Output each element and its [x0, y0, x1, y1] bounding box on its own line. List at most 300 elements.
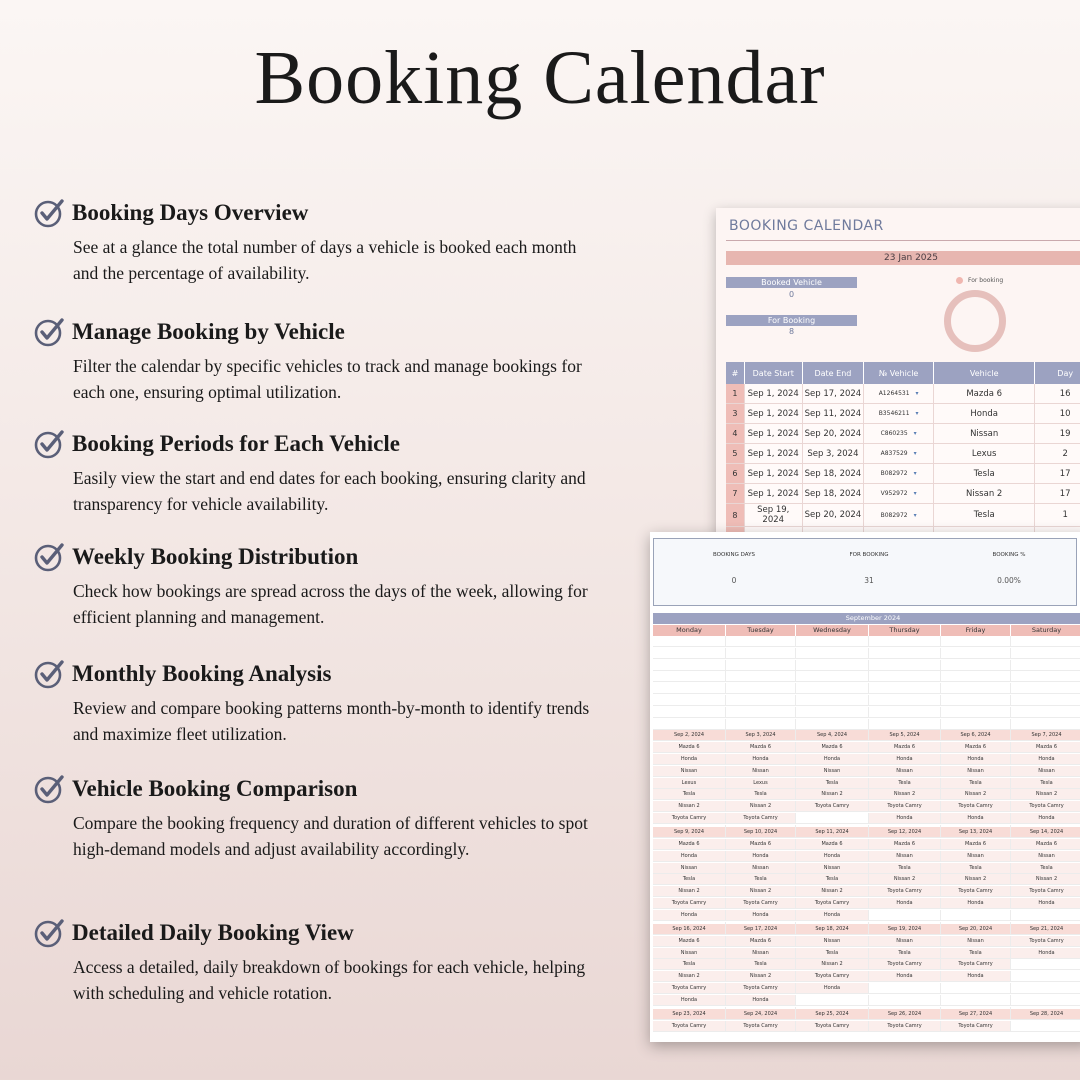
empty-cell: [1011, 1021, 1080, 1032]
feature-description: See at a glance the total number of days a vehicle is booked each month and the percentage of availability.: [73, 237, 577, 283]
booking-entry: Nissan: [653, 948, 726, 959]
booking-entry: Nissan: [941, 936, 1011, 947]
vehicle-number-select[interactable]: [864, 484, 934, 504]
calendar-date: Sep 10, 2024: [726, 827, 796, 838]
booking-entry: Mazda 6: [653, 936, 726, 947]
vehicle-number: B3546211: [878, 410, 910, 417]
empty-cell: [726, 695, 796, 706]
empty-cell: [941, 983, 1011, 994]
empty-cell: [1011, 971, 1080, 982]
booking-entry: Toyota Camry: [726, 1021, 796, 1032]
column-header: Date Start: [744, 362, 802, 384]
booking-entry: Toyota Camry: [941, 886, 1011, 897]
empty-cell: [796, 995, 869, 1006]
empty-cell: [726, 719, 796, 730]
empty-cell: [941, 995, 1011, 1006]
empty-cell: [1011, 983, 1080, 994]
column-header: № Vehicle: [864, 362, 934, 384]
booking-entry: Nissan: [869, 851, 941, 862]
table-row: [726, 484, 1080, 504]
booking-entry: Nissan 2: [1011, 874, 1080, 885]
calendar-date: Sep 26, 2024: [869, 1009, 941, 1020]
vehicle-number: V952972: [880, 490, 908, 497]
booking-entry: Honda: [941, 898, 1011, 909]
booking-entry: Mazda 6: [796, 839, 869, 850]
calendar-date: Sep 20, 2024: [941, 924, 1011, 935]
table-cell: 19: [1035, 424, 1080, 444]
table-cell: Tesla: [934, 504, 1035, 527]
empty-cell: [869, 910, 941, 921]
weekday-label: Tuesday: [726, 625, 796, 636]
calendar-date: Sep 16, 2024: [653, 924, 726, 935]
check-circle-icon: [34, 541, 66, 573]
table-cell: 7: [726, 484, 744, 504]
calendar-date: Sep 17, 2024: [726, 924, 796, 935]
table-cell: Sep 1, 2024: [744, 384, 802, 404]
empty-cell: [653, 636, 726, 647]
booking-entry: Mazda 6: [796, 742, 869, 753]
empty-cell: [726, 660, 796, 671]
booking-entry: Honda: [796, 851, 869, 862]
feature-heading: Detailed Daily Booking View: [72, 920, 354, 945]
table-row: [726, 384, 1080, 404]
current-date: 23 Jan 2025: [726, 251, 1080, 265]
vehicle-number: B082972: [880, 470, 908, 477]
empty-cell: [726, 707, 796, 718]
empty-cell: [869, 995, 941, 1006]
booking-entry: Honda: [869, 898, 941, 909]
table-cell: Sep 11, 2024: [802, 404, 864, 424]
calendar-date: Sep 7, 2024: [1011, 730, 1080, 741]
table-cell: Sep 17, 2024: [802, 384, 864, 404]
table-cell: Sep 1, 2024: [744, 444, 802, 464]
check-circle-icon: [34, 197, 66, 229]
booking-entry: Honda: [726, 995, 796, 1006]
empty-cell: [653, 660, 726, 671]
booking-days-value: 0: [731, 576, 737, 585]
calendar-date: Sep 28, 2024: [1011, 1009, 1080, 1020]
booking-entry: Nissan: [1011, 766, 1080, 777]
booking-entry: Nissan: [869, 766, 941, 777]
booking-entry: Toyota Camry: [653, 813, 726, 824]
calendar-date: Sep 2, 2024: [653, 730, 726, 741]
vehicle-number-select[interactable]: [864, 504, 934, 527]
booking-entry: Toyota Camry: [869, 959, 941, 970]
table-cell: Sep 20, 2024: [802, 424, 864, 444]
calendar-date: Sep 18, 2024: [796, 924, 869, 935]
empty-cell: [869, 636, 941, 647]
booked-vehicle-value: 0: [788, 290, 795, 299]
empty-cell: [653, 707, 726, 718]
calendar-date: Sep 21, 2024: [1011, 924, 1080, 935]
booking-entry: Mazda 6: [726, 839, 796, 850]
vehicle-number-select[interactable]: [864, 404, 934, 424]
booking-entry: Toyota Camry: [796, 1021, 869, 1032]
booking-entry: Honda: [869, 813, 941, 824]
chart-legend: [956, 277, 1003, 284]
legend-label: For booking: [968, 277, 1004, 284]
sheet-title: BOOKING CALENDAR: [729, 218, 884, 234]
booking-entry: Toyota Camry: [726, 983, 796, 994]
booking-entry: Mazda 6: [653, 839, 726, 850]
feature-description: Easily view the start and end dates for each booking, ensuring clarity and transparency for vehicle availability.: [73, 468, 586, 514]
booking-entry: Honda: [653, 995, 726, 1006]
empty-cell: [941, 910, 1011, 921]
empty-cell: [653, 695, 726, 706]
table-row: [726, 424, 1080, 444]
table-row: [726, 504, 1080, 527]
booking-entry: Toyota Camry: [1011, 801, 1080, 812]
feature-item: [34, 427, 594, 517]
empty-cell: [1011, 959, 1080, 970]
for-booking-label: FOR BOOKING: [849, 552, 889, 558]
booking-entry: Honda: [653, 754, 726, 765]
booking-entry: Honda: [726, 910, 796, 921]
booking-entry: Nissan: [796, 936, 869, 947]
empty-cell: [1011, 683, 1080, 694]
table-cell: 1: [1035, 504, 1080, 527]
empty-cell: [869, 695, 941, 706]
check-circle-icon: [34, 773, 66, 805]
empty-cell: [941, 683, 1011, 694]
booking-entry: Toyota Camry: [726, 813, 796, 824]
booking-entry: Nissan 2: [796, 886, 869, 897]
empty-cell: [1011, 671, 1080, 682]
booking-entry: Honda: [796, 910, 869, 921]
booking-entry: Nissan: [941, 851, 1011, 862]
feature-item: [34, 315, 594, 405]
booking-entry: Nissan: [653, 863, 726, 874]
booking-entry: Tesla: [653, 874, 726, 885]
booking-entry: Nissan 2: [796, 789, 869, 800]
dropdown-arrow-icon[interactable]: ▾: [913, 511, 917, 519]
booking-entry: Toyota Camry: [726, 898, 796, 909]
booking-entry: Nissan 2: [796, 959, 869, 970]
column-header: #: [726, 362, 744, 384]
table-cell: Sep 18, 2024: [802, 464, 864, 484]
booking-entry: Nissan 2: [726, 971, 796, 982]
booking-entry: Nissan 2: [726, 886, 796, 897]
booking-entry: Toyota Camry: [796, 801, 869, 812]
booking-entry: Tesla: [941, 778, 1011, 789]
booking-entry: Toyota Camry: [869, 1021, 941, 1032]
booking-entry: Toyota Camry: [653, 1021, 726, 1032]
booking-entry: Tesla: [941, 863, 1011, 874]
weekday-label: Friday: [941, 625, 1011, 636]
feature-heading: Vehicle Booking Comparison: [72, 776, 358, 801]
feature-description: Compare the booking frequency and duration of different vehicles to spot high-demand models and adjust availability accordingly.: [73, 813, 588, 859]
empty-cell: [941, 636, 1011, 647]
empty-cell: [941, 648, 1011, 659]
empty-cell: [726, 636, 796, 647]
booking-entry: Honda: [941, 754, 1011, 765]
table-cell: Nissan 2: [934, 484, 1035, 504]
dropdown-arrow-icon[interactable]: ▾: [913, 490, 917, 497]
check-circle-icon: [34, 316, 66, 348]
booking-entry: Nissan 2: [726, 801, 796, 812]
booking-entry: Nissan 2: [653, 971, 726, 982]
column-header: Vehicle: [934, 362, 1035, 384]
empty-cell: [869, 671, 941, 682]
booking-entry: Nissan 2: [941, 874, 1011, 885]
booking-entry: Tesla: [796, 874, 869, 885]
calendar-view-screenshot: [650, 532, 1080, 1042]
empty-cell: [796, 683, 869, 694]
empty-cell: [1011, 636, 1080, 647]
booking-entry: Honda: [726, 851, 796, 862]
booking-entry: Tesla: [726, 959, 796, 970]
booking-entry: Mazda 6: [869, 839, 941, 850]
booking-entry: Toyota Camry: [653, 898, 726, 909]
table-cell: Sep 1, 2024: [744, 404, 802, 424]
empty-cell: [941, 719, 1011, 730]
table-cell: Sep 20, 2024: [802, 504, 864, 527]
empty-cell: [1011, 910, 1080, 921]
empty-cell: [941, 671, 1011, 682]
booking-entry: Honda: [796, 983, 869, 994]
table-cell: Nissan: [934, 424, 1035, 444]
table-cell: 2: [1035, 444, 1080, 464]
table-row: [726, 464, 1080, 484]
booking-entry: Tesla: [796, 778, 869, 789]
table-cell: 8: [726, 504, 744, 527]
empty-cell: [726, 648, 796, 659]
feature-description: Check how bookings are spread across the days of the week, allowing for efficient planning and management.: [73, 581, 588, 627]
table-cell: Sep 3, 2024: [802, 444, 864, 464]
booking-entry: Nissan: [796, 863, 869, 874]
booking-entry: Nissan 2: [653, 886, 726, 897]
booking-entry: Tesla: [796, 948, 869, 959]
booking-days-label: BOOKING DAYS: [712, 552, 755, 558]
booking-entry: Mazda 6: [726, 936, 796, 947]
booking-entry: Tesla: [869, 863, 941, 874]
booking-entry: Nissan: [796, 766, 869, 777]
booking-entry: Nissan: [726, 863, 796, 874]
booking-entry: Toyota Camry: [941, 1021, 1011, 1032]
booking-entry: Nissan: [941, 766, 1011, 777]
booking-entry: Tesla: [869, 948, 941, 959]
booking-entry: Toyota Camry: [1011, 936, 1080, 947]
booking-entry: Honda: [869, 754, 941, 765]
table-cell: Sep 1, 2024: [744, 424, 802, 444]
feature-item: [34, 657, 594, 747]
empty-cell: [1011, 660, 1080, 671]
dropdown-arrow-icon[interactable]: ▾: [913, 450, 917, 457]
feature-item: [34, 772, 594, 862]
booking-entry: Nissan 2: [653, 801, 726, 812]
booking-entry: Honda: [653, 851, 726, 862]
feature-item: [34, 540, 594, 630]
empty-cell: [796, 660, 869, 671]
empty-cell: [869, 719, 941, 730]
empty-cell: [869, 683, 941, 694]
vehicle-number-select[interactable]: [864, 384, 934, 404]
booking-entry: Toyota Camry: [796, 971, 869, 982]
calendar-date: Sep 13, 2024: [941, 827, 1011, 838]
table-cell: Sep 19, 2024: [744, 504, 802, 527]
table-cell: 4: [726, 424, 744, 444]
feature-item: [34, 916, 594, 1006]
empty-cell: [796, 707, 869, 718]
dropdown-arrow-icon[interactable]: ▾: [915, 390, 919, 397]
feature-heading: Booking Periods for Each Vehicle: [72, 431, 400, 456]
empty-cell: [869, 660, 941, 671]
empty-cell: [796, 695, 869, 706]
booking-percent-value: 0.00%: [997, 576, 1021, 585]
booking-entry: Mazda 6: [726, 742, 796, 753]
vehicle-number: A837529: [880, 450, 908, 457]
empty-cell: [941, 660, 1011, 671]
booking-entry: Tesla: [653, 959, 726, 970]
divider: [726, 240, 1080, 241]
booking-percent-label: BOOKING %: [992, 552, 1026, 558]
table-row: [726, 404, 1080, 424]
booking-entry: Toyota Camry: [869, 886, 941, 897]
feature-item: [34, 196, 594, 286]
calendar-date: Sep 5, 2024: [869, 730, 941, 741]
check-circle-icon: [34, 658, 66, 690]
booking-entry: Honda: [1011, 813, 1080, 824]
booking-entry: Nissan: [1011, 851, 1080, 862]
calendar-date: Sep 12, 2024: [869, 827, 941, 838]
empty-cell: [869, 983, 941, 994]
feature-description: Review and compare booking patterns month-by-month to identify trends and maximize fleet utilization.: [73, 698, 590, 744]
calendar-date: Sep 11, 2024: [796, 827, 869, 838]
calendar-date: Sep 25, 2024: [796, 1009, 869, 1020]
booking-entry: Toyota Camry: [653, 983, 726, 994]
booking-entry: Nissan: [653, 766, 726, 777]
check-circle-icon: [34, 917, 66, 949]
calendar-date: Sep 19, 2024: [869, 924, 941, 935]
summary-box: [653, 538, 1077, 606]
empty-cell: [726, 671, 796, 682]
booking-entry: Honda: [726, 754, 796, 765]
table-cell: 10: [1035, 404, 1080, 424]
empty-cell: [796, 636, 869, 647]
table-cell: 16: [1035, 384, 1080, 404]
booking-entry: Tesla: [1011, 778, 1080, 789]
empty-cell: [796, 648, 869, 659]
feature-heading: Weekly Booking Distribution: [72, 544, 359, 569]
feature-heading: Booking Days Overview: [72, 200, 309, 225]
booking-entry: Tesla: [869, 778, 941, 789]
weekday-label: Wednesday: [796, 625, 869, 636]
weekday-label: Monday: [653, 625, 726, 636]
feature-description: Access a detailed, daily breakdown of bookings for each vehicle, helping with scheduling and vehicle rotation.: [73, 957, 586, 1003]
booking-entry: Mazda 6: [1011, 742, 1080, 753]
vehicle-number: C860235: [880, 430, 908, 437]
booking-entry: Toyota Camry: [941, 959, 1011, 970]
booking-entry: Nissan: [869, 936, 941, 947]
table-cell: Tesla: [934, 464, 1035, 484]
vehicle-number-select[interactable]: [864, 424, 934, 444]
booking-entry: Nissan 2: [941, 789, 1011, 800]
vehicle-number: B082972: [880, 511, 908, 519]
table-cell: 5: [726, 444, 744, 464]
for-booking-label: For Booking: [726, 315, 857, 326]
empty-cell: [941, 695, 1011, 706]
table-cell: Sep 18, 2024: [802, 484, 864, 504]
booking-entry: Mazda 6: [941, 839, 1011, 850]
vehicle-number-select[interactable]: [864, 444, 934, 464]
booking-entry: Nissan: [726, 948, 796, 959]
check-circle-icon: [34, 428, 66, 460]
for-booking-value: 31: [864, 576, 874, 585]
booking-entry: Toyota Camry: [941, 801, 1011, 812]
feature-heading: Monthly Booking Analysis: [72, 661, 332, 686]
donut-chart: [944, 290, 1006, 352]
weekday-header: [653, 625, 1080, 636]
booking-entry: Tesla: [726, 874, 796, 885]
calendar-date: Sep 27, 2024: [941, 1009, 1011, 1020]
weekday-label: Thursday: [869, 625, 941, 636]
vehicle-number-select[interactable]: [864, 464, 934, 484]
booking-entry: Honda: [1011, 754, 1080, 765]
booking-entry: Nissan: [726, 766, 796, 777]
vehicle-number: A1264531: [878, 390, 910, 397]
booking-entry: Honda: [1011, 898, 1080, 909]
empty-cell: [869, 648, 941, 659]
table-cell: Lexus: [934, 444, 1035, 464]
booking-entry: Honda: [941, 971, 1011, 982]
empty-cell: [1011, 648, 1080, 659]
empty-cell: [1011, 995, 1080, 1006]
bookings-table: [726, 362, 1080, 538]
empty-cell: [796, 719, 869, 730]
booking-entry: Lexus: [653, 778, 726, 789]
table-cell: 6: [726, 464, 744, 484]
dropdown-arrow-icon[interactable]: ▾: [913, 470, 917, 477]
table-cell: Mazda 6: [934, 384, 1035, 404]
empty-cell: [653, 648, 726, 659]
empty-cell: [1011, 695, 1080, 706]
dropdown-arrow-icon[interactable]: ▾: [915, 410, 919, 417]
calendar-date: Sep 3, 2024: [726, 730, 796, 741]
calendar-date: Sep 9, 2024: [653, 827, 726, 838]
empty-cell: [726, 683, 796, 694]
empty-cell: [796, 671, 869, 682]
booking-entry: Toyota Camry: [796, 898, 869, 909]
for-booking-value: 8: [788, 327, 795, 336]
booking-entry: Tesla: [1011, 863, 1080, 874]
booked-vehicle-label: Booked Vehicle: [726, 277, 857, 288]
dropdown-arrow-icon[interactable]: ▾: [913, 430, 917, 437]
booking-entry: Mazda 6: [1011, 839, 1080, 850]
empty-cell: [653, 671, 726, 682]
booking-calendar-screenshot: [716, 208, 1080, 538]
booking-entry: Mazda 6: [941, 742, 1011, 753]
table-cell: Honda: [934, 404, 1035, 424]
booking-entry: Nissan 2: [869, 874, 941, 885]
booking-entry: Lexus: [726, 778, 796, 789]
booking-entry: Tesla: [726, 789, 796, 800]
booking-entry: Tesla: [941, 948, 1011, 959]
calendar-date: Sep 6, 2024: [941, 730, 1011, 741]
booking-entry: Honda: [796, 754, 869, 765]
empty-cell: [653, 683, 726, 694]
table-cell: Sep 1, 2024: [744, 484, 802, 504]
booking-entry: Honda: [653, 910, 726, 921]
feature-description: Filter the calendar by specific vehicles to track and manage bookings for each one, ensuring optimal utilization.: [73, 356, 582, 402]
empty-cell: [1011, 707, 1080, 718]
column-header: Date End: [802, 362, 864, 384]
booking-entry: Honda: [1011, 948, 1080, 959]
weekday-label: Saturday: [1011, 625, 1080, 636]
empty-cell: [796, 813, 869, 824]
table-cell: 17: [1035, 484, 1080, 504]
booking-entry: Tesla: [653, 789, 726, 800]
empty-cell: [653, 719, 726, 730]
